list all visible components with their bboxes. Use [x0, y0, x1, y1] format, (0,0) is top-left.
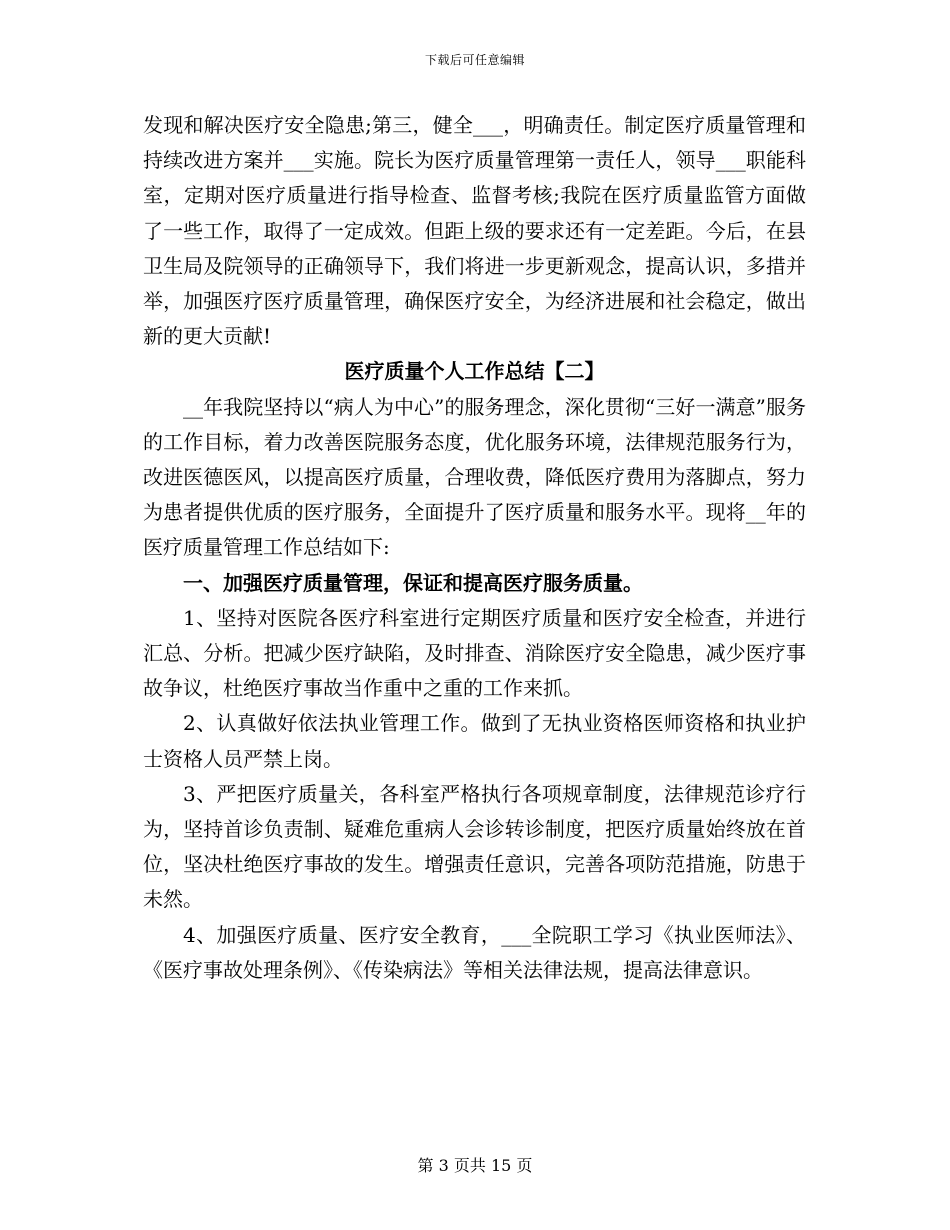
paragraph-continuation: 发现和解决医疗安全隐患;第三，健全___，明确责任。制定医疗质量管理和持续改进方案并___实施。院长为医疗质量管理第一责任人，领导___职能科室，定期对医疗质量进行指导检查、监督考核;我院在医疗质量监管方面做了一些工作，取得了一定成效。但距上级的要求还有一定差距。今后，在县卫生局及院领导的正确领导下，我们将进一步更新观念，提高认识，多措并举，加强医疗医疗质量管理，确保医疗安全，为经济进展和社会稳定，做出新的更大贡献!: [143, 113, 806, 349]
document-body: [143, 108, 806, 988]
section-heading: 一、加强医疗质量管理，保证和提高医疗服务质量。: [183, 570, 643, 595]
page-header: 下载后可任意编辑: [424, 53, 525, 67]
list-item-2: 2、认真做好依法执业管理工作。做到了无执业资格医师资格和执业护士资格人员严禁上岗。: [143, 711, 806, 771]
section-title: 医疗质量个人工作总结【二】: [344, 359, 605, 384]
list-item-4: 4、加强医疗质量、医疗安全教育，___全院职工学习《执业医师法》、《医疗事故处理条例》、《传染病法》等相关法律法规，提高法律意识。: [143, 922, 806, 982]
list-item-1: 1、坚持对医院各医疗科室进行定期医疗质量和医疗安全检查，并进行汇总、分析。把减少医疗缺陷，及时排查、消除医疗安全隐患，减少医疗事故争议，杜绝医疗事故当作重中之重的工作来抓。: [143, 605, 806, 701]
page-footer: 第 3 页共 15 页: [417, 1156, 533, 1175]
paragraph-intro: __年我院坚持以“病人为中心”的服务理念，深化贯彻“三好一满意”服务的工作目标，着力改善医院服务态度，优化服务环境，法律规范服务行为，改进医德医风，以提高医疗质量，合理收费，降低医疗费用为落脚点，努力为患者提供优质的医疗服务，全面提升了医疗质量和服务水平。现将__年的医疗质量管理工作总结如下:: [143, 394, 806, 560]
list-item-3: 3、严把医疗质量关，各科室严格执行各项规章制度，法律规范诊疗行为，坚持首诊负责制、疑难危重病人会诊转诊制度，把医疗质量始终放在首位，坚决杜绝医疗事故的发生。增强责任意识，完善各项防范措施，防患于未然。: [143, 781, 806, 912]
